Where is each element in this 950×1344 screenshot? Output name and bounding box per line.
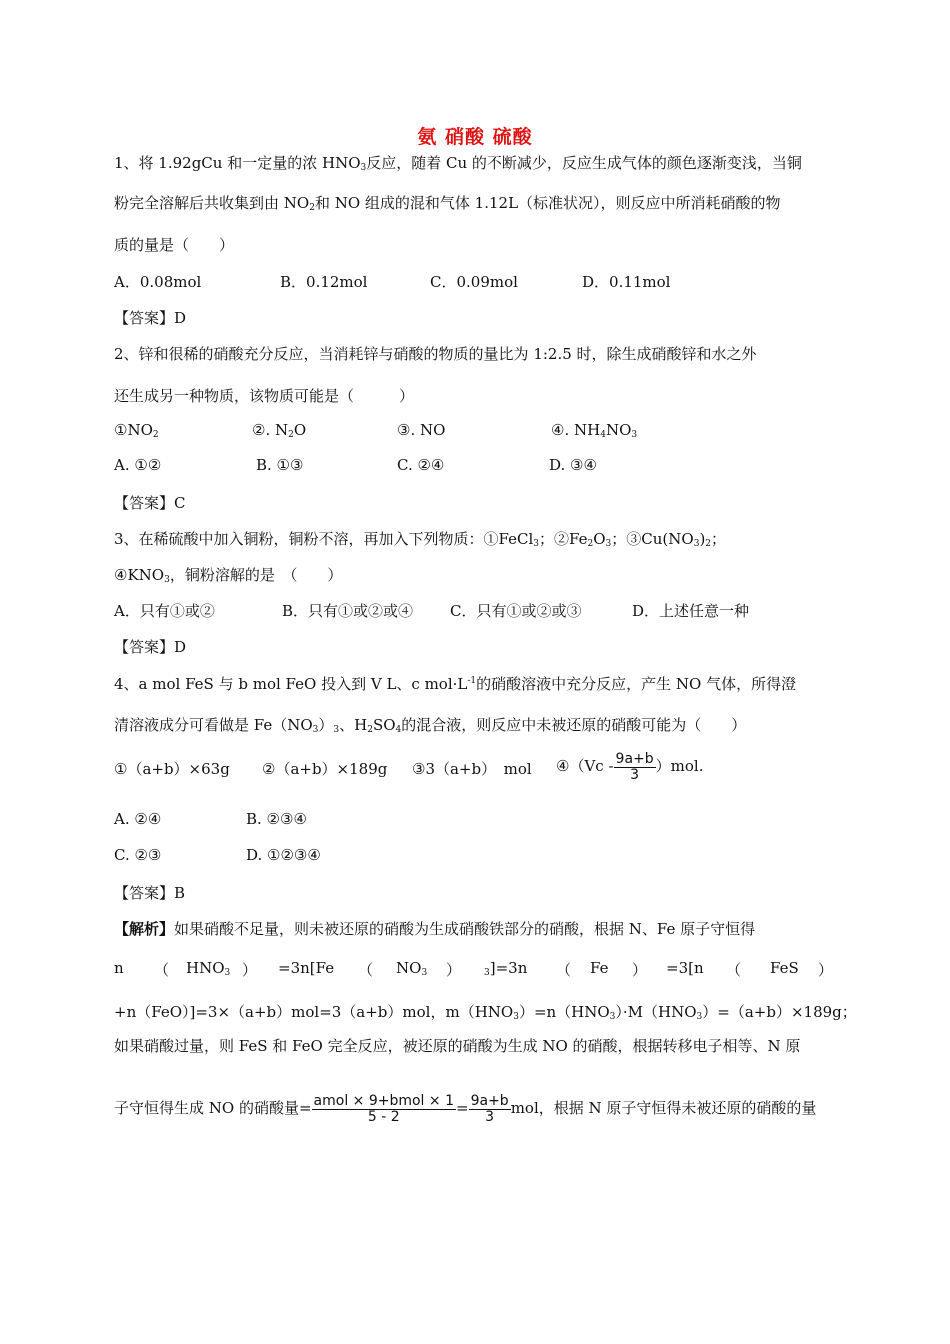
- q3-answer: 【答案】D: [114, 638, 187, 656]
- q4-answer: 【答案】B: [114, 884, 186, 902]
- q2-item-3: ③. NO: [397, 421, 446, 439]
- q2-option-b: B. ①③: [256, 456, 304, 474]
- q1-sub2: 2: [309, 203, 315, 213]
- q4-item-2: ②（a+b）×189g: [262, 760, 388, 778]
- q1-option-a: A．0.08mol: [114, 273, 202, 291]
- q2-item-1: $①NO_2$: [114, 421, 159, 440]
- q4-option-b: B. ②③④: [246, 810, 307, 828]
- q4-item-4: ④（Vc - $\frac{9a+b}{3}$ ）mol.: [556, 751, 704, 783]
- q4-analysis-line1: 【解析】如果硝酸不足量，则未被还原的硝酸为生成硝酸铁部分的硝酸，根据 N、Fe 原子守恒得: [114, 920, 756, 938]
- analysis-label: 【解析】: [114, 920, 175, 938]
- q1-line2: [114, 192, 781, 213]
- q2-item-4: ④. $NH_4NO_3$: [551, 421, 638, 440]
- nitric-acid-fraction-1: $\frac{\text{amol × 9+bmol × 1}}{5 - 2}$: [313, 1093, 454, 1125]
- q4-analysis-line3: +n（FeO）]=3×（a+b）mol=3（a+b）mol，$m(HNO_3)=n(HNO_3)\cdot M(HNO_3)=(a+b)\times 189g$；: [114, 1003, 857, 1022]
- q2-line1: 2、锌和很稀的硝酸充分反应，当消耗锌与硝酸的物质的量比为 1:2.5 时，除生成硝酸锌和水之外: [114, 345, 757, 363]
- q1-text-d: 和 NO 组成的混和气体 1.12L（标准状况），则反应中所消耗硝酸的物: [314, 194, 781, 212]
- q1-sub: 3: [360, 163, 367, 173]
- q4-item-1: ①（a+b）×63g: [114, 760, 230, 778]
- q2-option-a: A. ①②: [114, 456, 162, 474]
- q4-item-3: ③3（a+b） mol: [412, 760, 532, 778]
- q4-line2: 清溶液成分可看做是 $Fe(NO_3)_3$、$H_2SO_4$的混合液，则反应中未被还原的硝酸可能为（ ）: [114, 716, 747, 735]
- q2-option-d: D. ③④: [549, 456, 597, 474]
- q4-analysis-line4: 如果硝酸过量，则 FeS 和 FeO 完全反应，被还原的硝酸为生成 NO 的硝酸，根据转移电子相等、N 原: [114, 1037, 801, 1055]
- q1-text-a: 1、将 1.92gCu 和一定量的浓 HNO: [114, 154, 361, 172]
- q1-option-c: C．0.09mol: [430, 273, 518, 291]
- q1-line1: [114, 152, 802, 173]
- q3-option-b: B．只有①或②或④: [282, 602, 414, 620]
- q4-option-c: C. ②③: [114, 846, 162, 864]
- q3-line1: 3、在稀硫酸中加入铜粉，铜粉不溶，再加入下列物质：①FeCl$_3$；$②Fe_2O_3$；$③Cu(NO_3)_2$；: [114, 530, 727, 549]
- q3-option-a: A．只有①或②: [114, 602, 215, 620]
- q4-analysis-line5: 子守恒得生成 NO 的硝酸量= $\frac{\text{amol × 9+bmol × 1}}{5 - 2}$ = $\frac{9a+b}{3}$ mol，根据 N 原子守恒得未被还原的硝酸的量: [114, 1093, 817, 1125]
- nitric-acid-fraction-2: $\frac{9a+b}{3}$: [470, 1093, 509, 1125]
- q3-option-d: D．上述任意一种: [632, 602, 750, 620]
- q1-line3: 质的量是（ ）: [114, 236, 235, 254]
- q2-item-2: ②. $N_2O$: [252, 421, 307, 440]
- q1-option-b: B．0.12mol: [280, 273, 368, 291]
- q1-answer: 【答案】D: [114, 309, 187, 327]
- q2-answer: 【答案】C: [114, 494, 186, 512]
- q4-item4-fraction: $\frac{9a+b}{3}$: [615, 751, 654, 783]
- q3-option-c: C．只有①或②或③: [450, 602, 582, 620]
- q1-text-c: 粉完全溶解后共收集到由 NO: [114, 194, 310, 212]
- q3-line2: $④KNO_3$，铜粉溶解的是 （ ）: [114, 566, 343, 585]
- q1-option-d: D．0.11mol: [582, 273, 671, 291]
- q4-line1: 4、a mol FeS 与 b mol FeO 投入到 V L、c $mol\cdot L^{-1}$的硝酸溶液中充分反应，产生 NO 气体，所得澄: [114, 675, 797, 693]
- q1-text-b: 反应，随着 Cu 的不断减少，反应生成气体的颜色逐渐变浅，当铜: [366, 154, 802, 172]
- q4-option-a: A. ②④: [114, 810, 162, 828]
- q4-option-d: D. ①②③④: [246, 846, 321, 864]
- q4-analysis-line2: n （ $HNO_3$ ） =3n[Fe （ $NO_3$ ） $_3$]=3n （ Fe ） =3[n （ FeS ）: [114, 959, 834, 979]
- q2-option-c: C. ②④: [397, 456, 445, 474]
- page-title: 氨 硝酸 硫酸: [417, 126, 533, 148]
- q2-line2: 还生成另一种物质，该物质可能是（ ）: [114, 387, 415, 405]
